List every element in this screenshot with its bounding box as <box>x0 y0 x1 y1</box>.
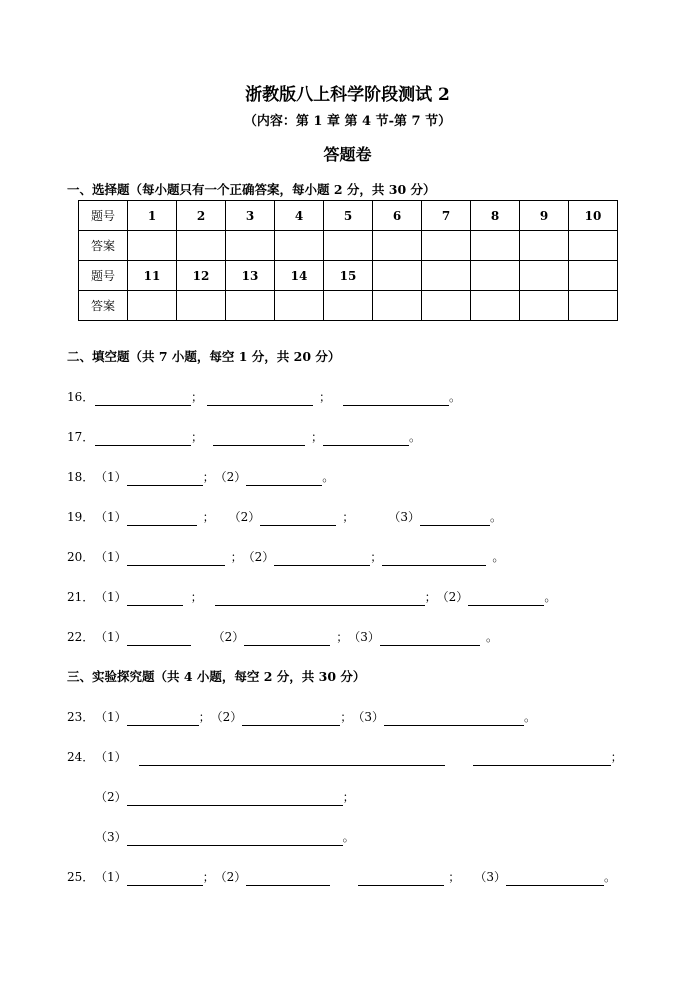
question-number: 25． <box>67 870 95 884</box>
question-number-cell <box>471 261 520 291</box>
question-21 <box>67 588 556 606</box>
table-row <box>79 201 618 231</box>
question-24-part1 <box>67 748 623 766</box>
part-label: （1） <box>95 590 127 604</box>
question-number-cell: 2 <box>177 201 226 231</box>
question-number-cell <box>422 261 471 291</box>
separator: ； <box>448 870 461 884</box>
question-22 <box>67 628 498 646</box>
answer-cell[interactable] <box>177 291 226 321</box>
part-label: （3） <box>348 630 380 644</box>
answer-blank[interactable] <box>242 711 340 726</box>
answer-blank[interactable] <box>323 431 409 446</box>
answer-cell[interactable] <box>128 231 177 261</box>
question-number-cell: 1 <box>128 201 177 231</box>
table-header-cell: 题号 <box>79 201 128 231</box>
table-row <box>79 291 618 321</box>
separator: ； <box>424 590 437 604</box>
question-number: 21． <box>67 590 95 604</box>
answer-blank[interactable] <box>246 871 330 886</box>
answer-blank[interactable] <box>343 391 449 406</box>
answer-blank[interactable] <box>213 431 305 446</box>
answer-blank[interactable] <box>207 391 313 406</box>
question-number-cell: 12 <box>177 261 226 291</box>
answer-cell[interactable] <box>471 231 520 261</box>
question-number-cell: 10 <box>569 201 618 231</box>
question-number-cell: 3 <box>226 201 275 231</box>
separator: 。 <box>603 870 616 884</box>
separator: ； <box>342 510 355 524</box>
answer-blank[interactable] <box>274 551 370 566</box>
separator: 。 <box>492 550 505 564</box>
answer-blank[interactable] <box>358 871 444 886</box>
separator: 。 <box>544 590 557 604</box>
question-number-cell: 6 <box>373 201 422 231</box>
question-number: 17． <box>67 430 95 444</box>
separator: 。 <box>322 470 335 484</box>
answer-cell[interactable] <box>422 291 471 321</box>
answer-cell[interactable] <box>569 231 618 261</box>
part-label: （2） <box>228 510 261 524</box>
question-17 <box>67 428 421 446</box>
answer-cell[interactable] <box>177 231 226 261</box>
question-number: 16． <box>67 390 95 404</box>
answer-blank[interactable] <box>473 751 611 766</box>
table-header-cell: 题号 <box>79 261 128 291</box>
answer-cell[interactable] <box>226 291 275 321</box>
separator: ； <box>340 710 353 724</box>
answer-blank[interactable] <box>127 871 203 886</box>
separator: ； <box>191 430 204 444</box>
answer-table <box>78 200 618 321</box>
separator: ； <box>342 790 355 804</box>
part-label: （3） <box>474 870 506 884</box>
part-label: （1） <box>95 750 127 764</box>
answer-cell[interactable] <box>373 231 422 261</box>
question-number-cell: 13 <box>226 261 275 291</box>
answer-cell[interactable] <box>275 291 324 321</box>
separator: 。 <box>449 390 462 404</box>
answer-blank[interactable] <box>127 591 183 606</box>
question-number: 22． <box>67 630 95 644</box>
answer-cell[interactable] <box>520 231 569 261</box>
separator: ； <box>202 870 215 884</box>
separator: ； <box>191 390 204 404</box>
separator: ； <box>610 750 623 764</box>
separator: ； <box>311 430 324 444</box>
table-header-cell: 答案 <box>79 291 128 321</box>
answer-blank[interactable] <box>95 431 191 446</box>
question-number-cell: 7 <box>422 201 471 231</box>
answer-blank[interactable] <box>384 711 524 726</box>
page-subtitle: （内容：第 1 章 第 4 节-第 7 节） <box>243 114 452 129</box>
answer-blank[interactable] <box>127 831 343 846</box>
question-number-cell: 15 <box>324 261 373 291</box>
table-header-cell: 答案 <box>79 231 128 261</box>
question-number-cell: 14 <box>275 261 324 291</box>
question-number-cell: 5 <box>324 201 373 231</box>
answer-cell[interactable] <box>471 291 520 321</box>
separator: ； <box>370 550 383 564</box>
answer-cell[interactable] <box>520 291 569 321</box>
table-row <box>79 261 618 291</box>
answer-blank[interactable] <box>380 631 480 646</box>
part-label: （2） <box>210 710 243 724</box>
separator: 。 <box>485 630 498 644</box>
part-label: （1） <box>95 870 127 884</box>
separator: ； <box>190 590 203 604</box>
part-label: （1） <box>95 510 127 524</box>
part-label: （2） <box>95 790 127 804</box>
answer-blank[interactable] <box>127 631 191 646</box>
separator: ； <box>198 710 211 724</box>
part-label: （1） <box>95 470 127 484</box>
answer-blank[interactable] <box>246 471 322 486</box>
answer-blank[interactable] <box>382 551 486 566</box>
answer-blank[interactable] <box>420 511 490 526</box>
question-number-cell: 4 <box>275 201 324 231</box>
question-18 <box>67 468 334 486</box>
answer-blank[interactable] <box>127 711 199 726</box>
separator: ； <box>202 510 215 524</box>
answer-cell[interactable] <box>226 231 275 261</box>
part-label: （2） <box>212 630 245 644</box>
answer-blank[interactable] <box>468 591 544 606</box>
question-number-cell <box>520 261 569 291</box>
sheet-title: 答题卷 <box>323 145 372 164</box>
answer-blank[interactable] <box>260 511 336 526</box>
part-label: （3） <box>95 830 127 844</box>
question-25 <box>67 868 616 886</box>
table-row <box>79 231 618 261</box>
separator: 。 <box>523 710 536 724</box>
part-label: （2） <box>214 870 247 884</box>
section-fill-heading: 二、填空题（共 7 小题，每空 1 分，共 20 分） <box>67 349 341 364</box>
question-number: 23． <box>67 710 95 724</box>
question-19 <box>67 508 502 526</box>
part-label: （2） <box>242 550 275 564</box>
question-number-cell <box>569 261 618 291</box>
question-number: 20． <box>67 550 95 564</box>
question-number-cell: 9 <box>520 201 569 231</box>
answer-blank[interactable] <box>215 591 425 606</box>
separator: ； <box>202 470 215 484</box>
part-label: （1） <box>95 630 127 644</box>
question-number-cell <box>373 261 422 291</box>
separator: 。 <box>489 510 502 524</box>
answer-blank[interactable] <box>244 631 330 646</box>
answer-blank[interactable] <box>127 471 203 486</box>
answer-blank[interactable] <box>127 511 197 526</box>
question-number-cell: 8 <box>471 201 520 231</box>
question-23 <box>67 708 536 726</box>
question-24-part2 <box>67 788 355 806</box>
page-title: 浙教版八上科学阶段测试 2 <box>245 85 450 105</box>
separator: 。 <box>342 830 355 844</box>
part-label: （2） <box>436 590 469 604</box>
answer-blank[interactable] <box>506 871 604 886</box>
separator: ； <box>336 630 349 644</box>
part-label: （1） <box>95 710 127 724</box>
question-20 <box>67 548 504 566</box>
answer-cell[interactable] <box>324 291 373 321</box>
answer-blank[interactable] <box>95 391 191 406</box>
separator: 。 <box>409 430 422 444</box>
question-number-cell: 11 <box>128 261 177 291</box>
answer-cell[interactable] <box>275 231 324 261</box>
section-choice-heading: 一、选择题（每小题只有一个正确答案，每小题 2 分，共 30 分） <box>67 182 436 197</box>
answer-cell[interactable] <box>373 291 422 321</box>
answer-cell[interactable] <box>569 291 618 321</box>
part-label: （3） <box>388 510 420 524</box>
question-16 <box>67 388 461 406</box>
separator: ； <box>230 550 243 564</box>
answer-cell[interactable] <box>422 231 471 261</box>
answer-cell[interactable] <box>128 291 177 321</box>
question-number: 24． <box>67 750 95 764</box>
separator: ； <box>319 390 332 404</box>
section-experiment-heading: 三、实验探究题（共 4 小题，每空 2 分，共 30 分） <box>67 669 366 684</box>
answer-cell[interactable] <box>324 231 373 261</box>
part-label: （3） <box>352 710 384 724</box>
answer-blank[interactable] <box>127 791 343 806</box>
answer-blank[interactable] <box>127 551 225 566</box>
part-label: （1） <box>95 550 127 564</box>
question-24-part3 <box>67 828 355 846</box>
part-label: （2） <box>214 470 247 484</box>
question-number: 18． <box>67 470 95 484</box>
answer-blank[interactable] <box>139 751 445 766</box>
question-number: 19． <box>67 510 95 524</box>
